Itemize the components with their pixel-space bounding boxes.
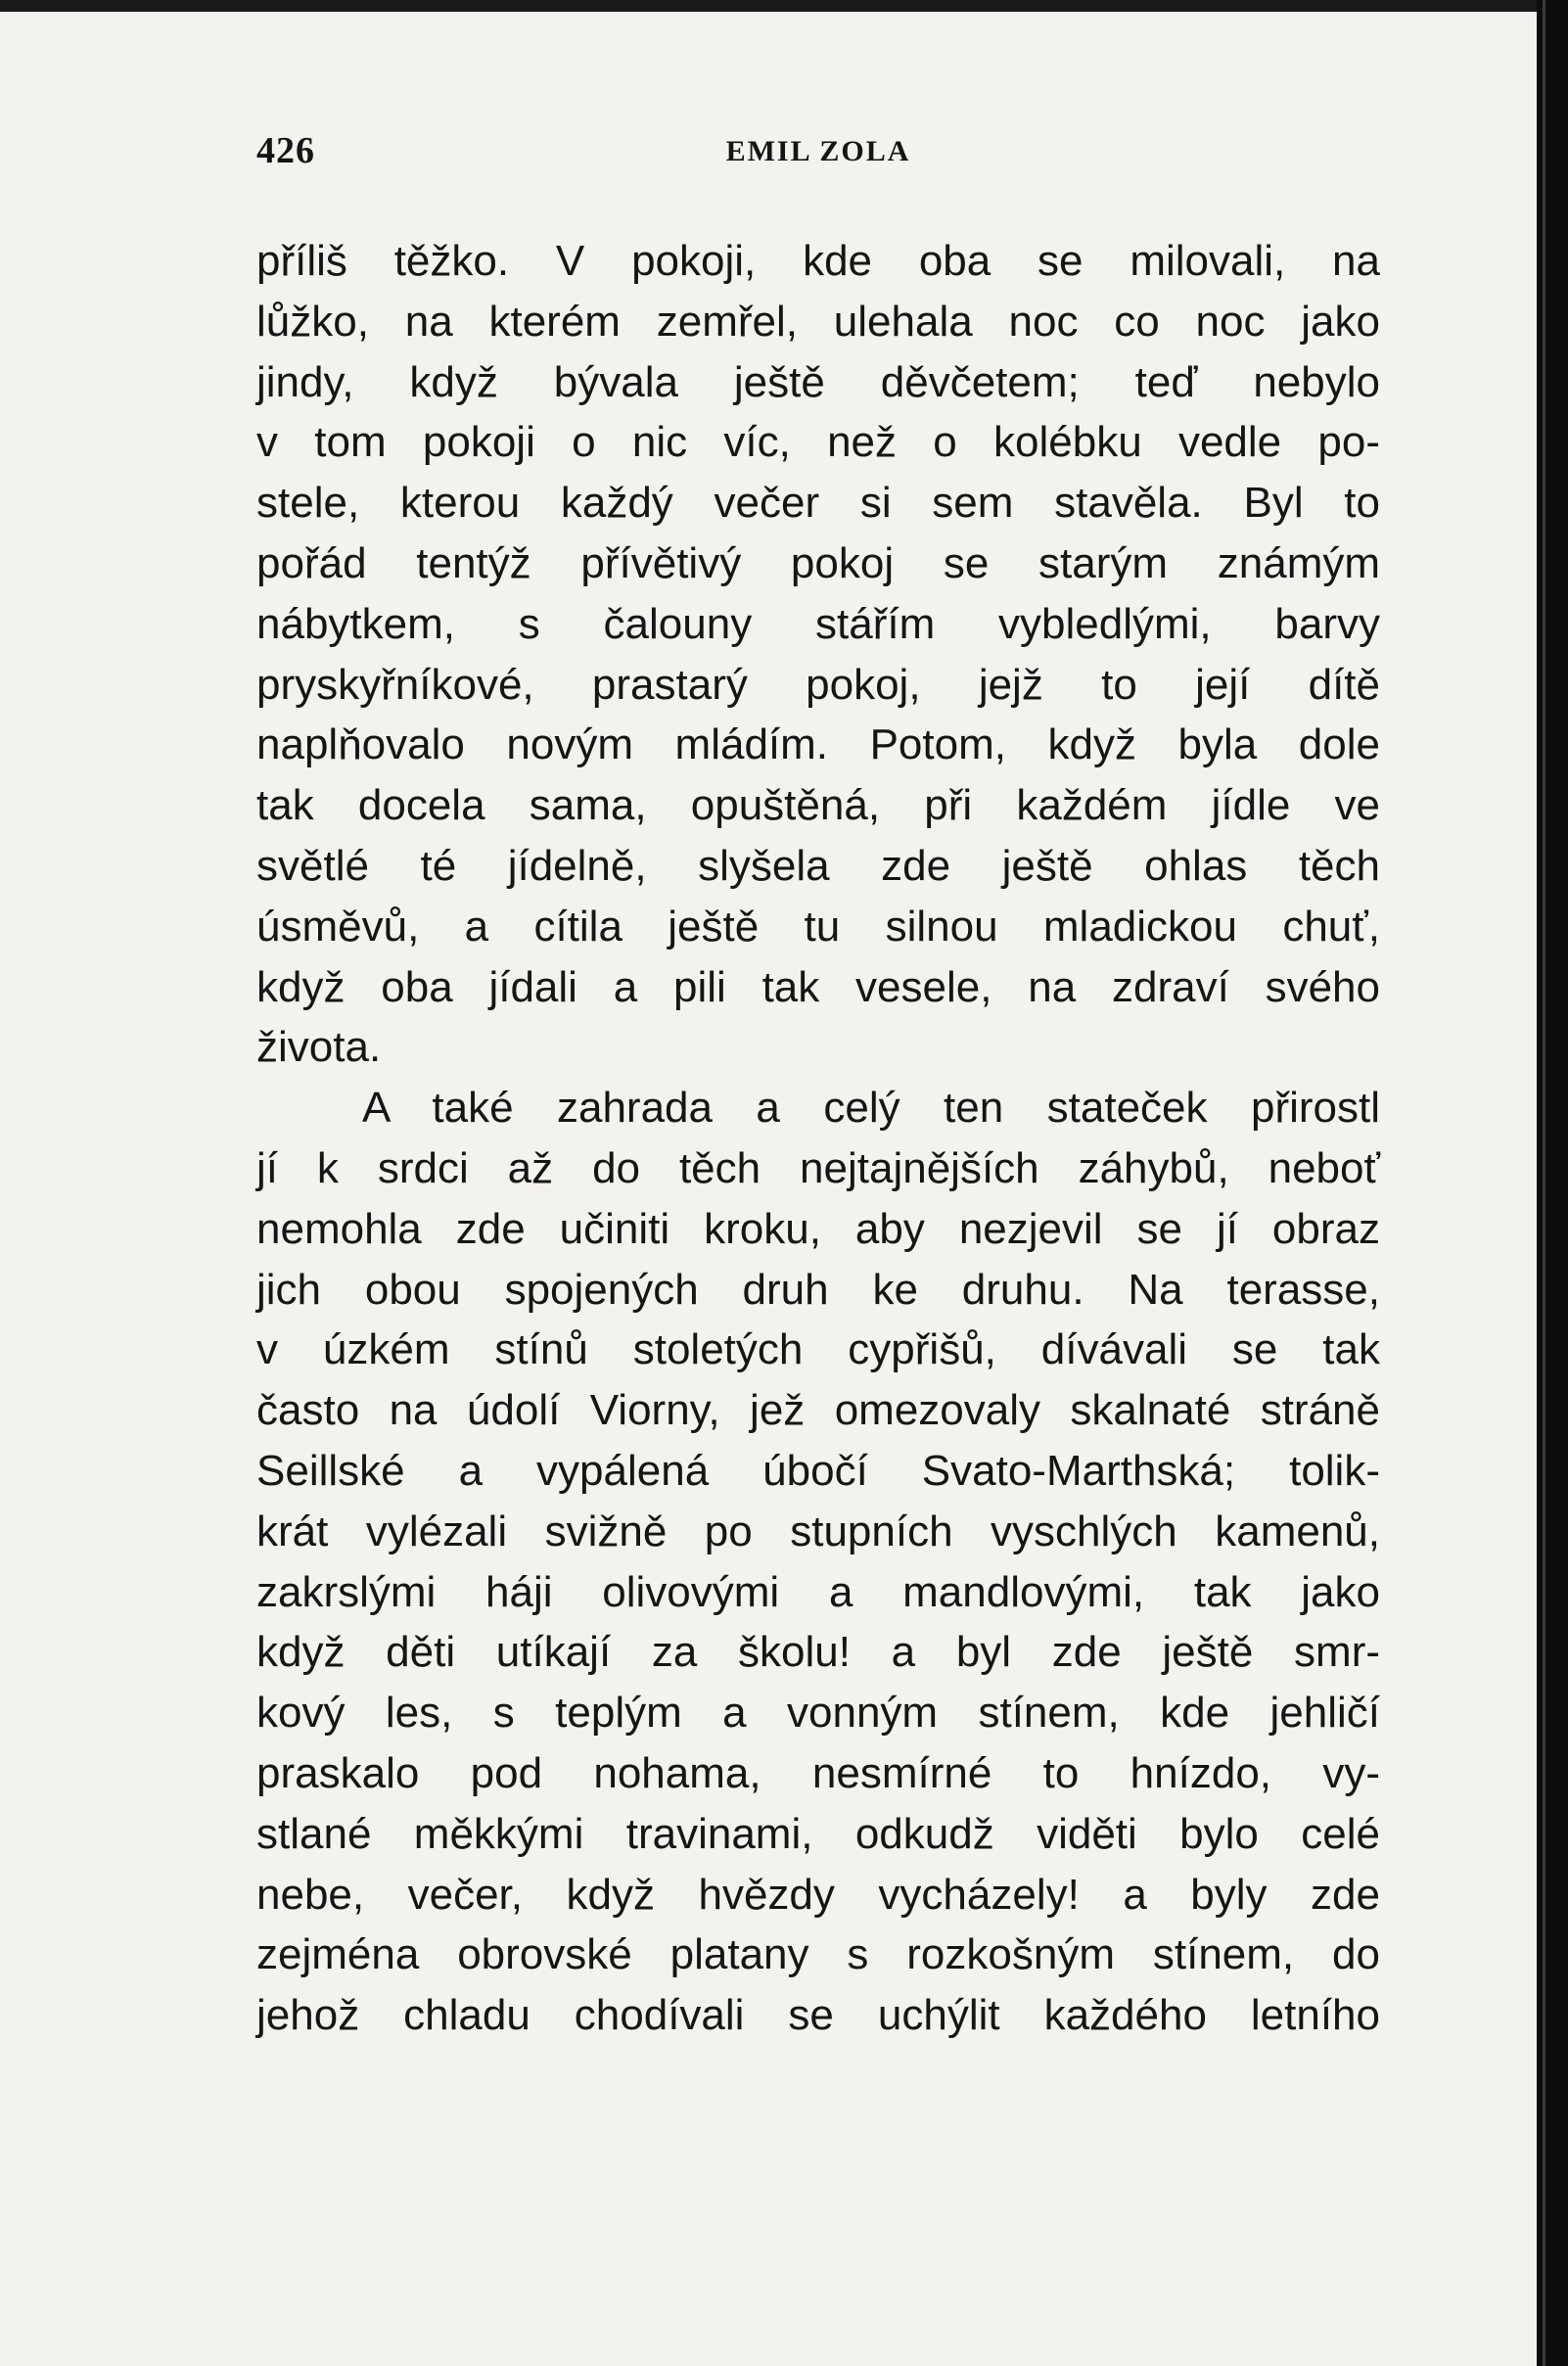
text-line: pořád tentýž přívětivý pokoj se starým známým (256, 538, 1380, 587)
paragraph-end-line: života. (256, 1023, 382, 1072)
text-line: když děti utíkají za školu! a byl zde ještě smr- (256, 1628, 1380, 1677)
text-line: v úzkém stínů stoletých cypřišů, dívávali se tak (256, 1325, 1380, 1374)
text-line: naplňovalo novým mládím. Potom, když byla dole (256, 720, 1380, 769)
text-line: stele, kterou každý večer si sem stavěla. Byl to (256, 479, 1380, 528)
text-line: lůžko, na kterém zemřel, ulehala noc co noc jako (256, 297, 1380, 346)
text-line: pryskyřníkové, prastarý pokoj, jejž to její dítě (256, 660, 1380, 709)
scan-right-edge (1537, 0, 1568, 2366)
text-line: jí k srdci až do těch nejtajnějších záhybů, neboť (256, 1143, 1380, 1192)
page-header (256, 129, 1380, 178)
text-line: často na údolí Viorny, jež omezovaly skalnaté stráně (256, 1386, 1380, 1435)
text-line: úsměvů, a cítila ještě tu silnou mladickou chuť, (256, 902, 1380, 951)
text-line: příliš těžko. V pokoji, kde oba se milovali, na (256, 237, 1380, 285)
running-head: EMIL ZOLA (725, 135, 911, 167)
text-line: kový les, s teplým a vonným stínem, kde jehličí (256, 1689, 1380, 1738)
text-line: nebe, večer, když hvězdy vycházely! a byly zde (256, 1870, 1380, 1919)
text-line: v tom pokoji o nic víc, než o kolébku vedle po- (256, 418, 1380, 467)
text-line: stlané měkkými travinami, odkudž viděti bylo celé (256, 1809, 1380, 1858)
text-line: tak docela sama, opuštěná, při každém jídle ve (256, 781, 1380, 830)
text-line: nábytkem, s čalouny stářím vybledlými, barvy (256, 599, 1380, 648)
text-line: světlé té jídelně, slyšela zde ještě ohlas těch (256, 841, 1380, 890)
text-line: Seillské a vypálená úbočí Svato-Marthská; tolik- (256, 1446, 1380, 1495)
page-number: 426 (256, 130, 315, 171)
text-line: jehož chladu chodívali se uchýlit každého letního (256, 1991, 1380, 2040)
text-line: když oba jídali a pili tak vesele, na zdraví svého (256, 962, 1380, 1011)
paragraph-start-line: A také zahrada a celý ten stateček přirostl (362, 1084, 1380, 1133)
body-text (256, 231, 1380, 2046)
text-line: praskalo pod nohama, nesmírné to hnízdo, vy- (256, 1748, 1380, 1797)
text-line: jindy, když bývala ještě děvčetem; teď nebylo (256, 357, 1380, 406)
book-edge-line (1543, 0, 1545, 2366)
text-line: zejména obrovské platany s rozkošným stínem, do (256, 1930, 1380, 1979)
text-line: zakrslými háji olivovými a mandlovými, tak jako (256, 1567, 1380, 1616)
scan-top-edge (0, 0, 1537, 12)
text-line: krát vylézali svižně po stupních vyschlých kamenů, (256, 1507, 1380, 1555)
text-line: nemohla zde učiniti kroku, aby nezjevil se jí obraz (256, 1204, 1380, 1253)
text-line: jich obou spojených druh ke druhu. Na terasse, (256, 1265, 1380, 1314)
